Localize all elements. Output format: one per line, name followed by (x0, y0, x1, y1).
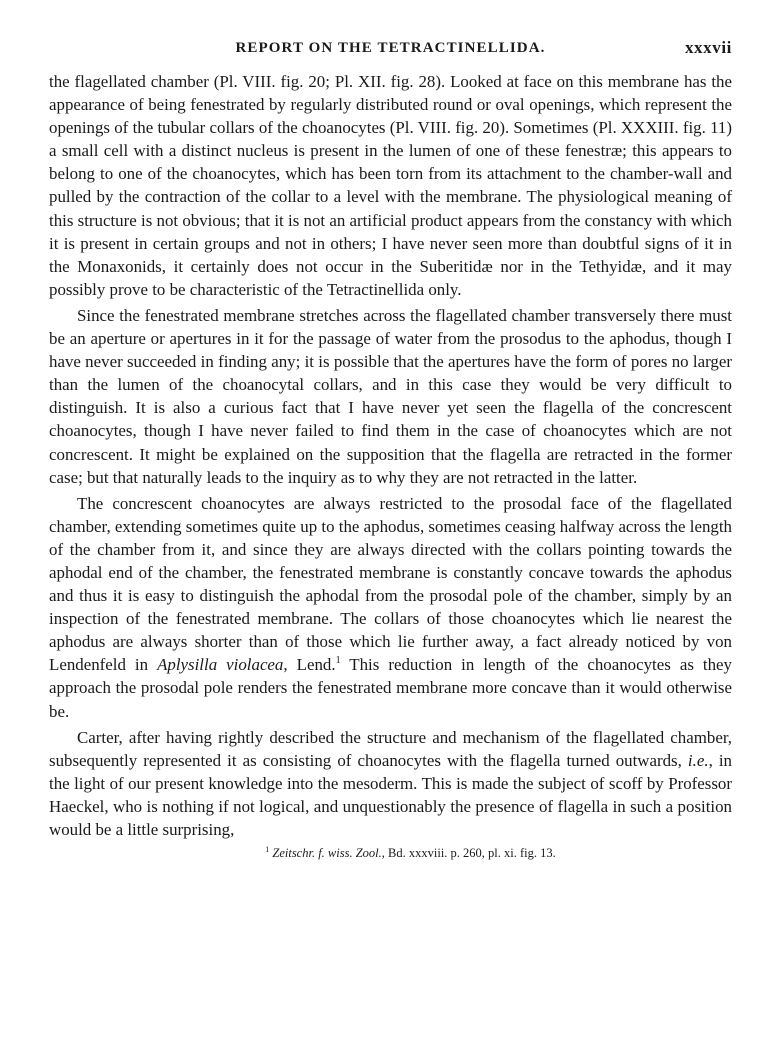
paragraph-4-text-b: , in the light of our present knowledge into the mesoderm. This is made the subject of scoff by Professor Haeckel, who is nothing if not logical, and unquestionably the presence of flagella in such a position would be a little surprising, (49, 750, 732, 839)
species-name: Aplysilla violacea (157, 655, 284, 675)
paragraph-3 (49, 492, 732, 723)
footnote-reference: 1 (335, 655, 341, 667)
running-head: REPORT ON THE TETRACTINELLIDA. (235, 40, 546, 56)
paragraph-3-text-a: The concrescent choanocytes are always restricted to the prosodal face of the flagellated chamber, extending sometimes quite up to the aphodus, sometimes ceasing halfway across the length of the chamber from it, and since they are always directed with the collars pointing towards the aphodal end of the chamber, the fenestrated membrane is constantly concave towards the aphodus and thus it is easy to distinguish the aphodal from the prosodal pole of the chamber, simply by an inspection of the fenestrated membrane. The collars of those choanocytes which lie nearest the aphodus are always shorter than of those which lie further away, a fact already noticed by von Lendenfeld in (49, 493, 732, 675)
page-header (49, 34, 732, 70)
paragraph-2: Since the fenestrated membrane stretches across the flagellated chamber transversely there must be an aperture or apertures in it for the passage of water from the prosodus to the aphodus, though I have never succeeded in finding any; it is possible that the apertures have the form of pores no larger than the lumen of the choanocytal collars, and in this case they would be very difficult to distinguish. It is also a curious fact that I have never yet seen the flagella of the concrescent choanocytes, though I have never failed to find them in the case of choanocytes which are not concrescent. It might be explained on the supposition that the flagella are retracted in the former case; but that naturally leads to the inquiry as to why they are not retracted in the latter. (49, 305, 732, 487)
footnote (49, 845, 732, 861)
ie-abbreviation: i.e. (687, 750, 709, 770)
paragraph-4-text-a: Carter, after having rightly described the structure and mechanism of the flagellated chamber, subsequently represented it as consisting of choanocytes with the flagella turned outwards, (49, 727, 732, 770)
footnote-journal: Zeitschr. f. wiss. Zool. (272, 846, 382, 861)
paragraph-3-text-c: This reduction in length of the choanocytes as they approach the prosodal pole renders the fenestrated membrane more concave than it would otherwise be. (49, 655, 732, 721)
paragraph-1: the flagellated chamber (Pl. VIII. fig. 20; Pl. XII. fig. 28). Looked at face on this membrane has the appearance of being fenestrated by regularly distributed round or oval openings, which represent the openings of the tubular collars of the choanocytes (Pl. VIII. fig. 20). Sometimes (Pl. XXXIII. fig. 11) a small cell with a distinct nucleus is present in the lumen of one of these fenestræ; this appears to belong to one of the choanocytes, which has been torn from its attachment to the chamber-wall and pulled by the contraction of the collar to a level with the membrane. The physiological meaning of this structure is not obvious; that it is not an artificial product appears from the constancy with which it is present in certain groups and not in others; I have never seen more than doubtful signs of it in the Monaxonids, it certainly does not occur in the Suberitidæ nor in the Tethyidæ, and it may possibly prove to be characteristic of the Tetractinellida only. (49, 72, 732, 299)
footnote-marker: 1 (265, 845, 270, 855)
body-text (49, 70, 732, 841)
paragraph-4 (49, 726, 732, 841)
footnote-citation: , Bd. xxxviii. p. 260, pl. xi. fig. 13. (381, 846, 556, 861)
paragraph-3-text-b: , Lend. (283, 655, 336, 675)
page-number: xxxvii (684, 38, 732, 57)
